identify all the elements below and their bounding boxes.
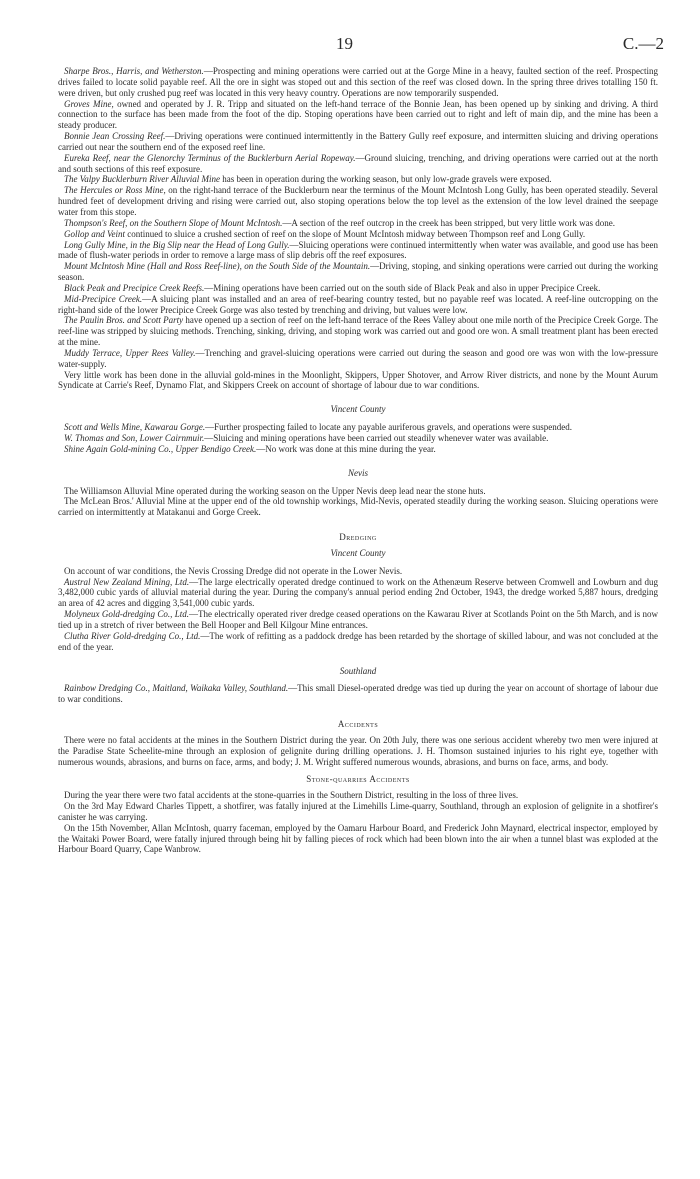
paragraph-text: —The large electrically operated dredge continued to work on the Athenæum Reserve between Cromwell and Lowburn and dug 3,482,000 cubic yards of alluvial material during the year. During the company's annual period ending 2nd October, 1943, the dredge worked 5,887 hours, dredging an area of 42 acres and digging 3,541,000 cubic yards. [58, 576, 658, 609]
page-code: C.—2 [622, 34, 664, 53]
paragraph-black-peak [58, 283, 658, 294]
paragraph-text: —The electrically operated river dredge ceased operations on the Kawarau River at Scotlands Point on the 5th March, and is now tied up in a stretch of river between the Bell Hooper and Bell Kilgour Mine entrances. [58, 609, 659, 630]
paragraph-bonnie-jean [58, 131, 658, 153]
paragraph-text: —Further prospecting failed to locate any payable auriferous gravels, and operations were suspended. [205, 422, 572, 433]
paragraph-nevis-crossing: On account of war conditions, the Nevis Crossing Dredge did not operate in the Lower Nevis. [64, 565, 403, 576]
document-body [58, 66, 658, 855]
paragraph-lead: Clutha River Gold-dredging Co., Ltd. [64, 630, 201, 641]
paragraph-text: —Driving operations were continued intermittently in the Battery Gully reef exposure, and intermitten sluicing and driving operations carried out near the southern end of the exposed reef line. [58, 131, 658, 152]
paragraph-text: —Sluicing operations were continued intermittently when water was available, and good use has been made of flush-water periods in order to remove a large mass of slip debris off the reef exposures. [58, 239, 658, 261]
paragraph-sharpe-bros [58, 66, 658, 99]
paragraph-eureka-reef [58, 153, 658, 175]
paragraph-text: —Trenching and gravel-sluicing operations were carried out during the season and good ore was won with the low-pressure water-supply. [58, 347, 658, 369]
paragraph-lead: Sharpe Bros., Harris, and Wetherston. [64, 66, 204, 76]
paragraph-lead: Long Gully Mine, in the Big Slip near the Head of Long Gully. [64, 239, 290, 250]
paragraph-lead: The Hercules or Ross Mine, [64, 185, 166, 196]
paragraph-text: have opened up a section of reef on the left-hand terrace of the Rees Valley about one mile north of the Precipice Creek Gorge. The reef-line was stripped by sluicing methods. Trenching, sinking, driving, and stoping work was carried out and good ore won. A small treatment plant has been erected at the mine. [58, 315, 658, 348]
paragraph-lead: Shine Again Gold-mining Co., Upper Bendigo Creek. [64, 443, 257, 454]
paragraph-muddy-terrace [58, 348, 658, 370]
paragraph-text: continued to sluice a crushed section of reef on the slope of Mount McIntosh midway between Thompson reef and Long Gully. [125, 228, 586, 239]
paragraph-text: —Ground sluicing, trenching, and driving operations were carried out at the north and south sections of this reef exposure. [58, 152, 658, 174]
paragraph-tippett: On the 3rd May Edward Charles Tippett, a shotfirer, was fatally injured at the Limehills Lime-quarry, Southland, through an explosion of gelignite in a shotfirer's canister he was carrying. [58, 801, 658, 822]
heading-vincent-county-dredging: Vincent County [330, 547, 386, 558]
paragraph-text: owned and operated by J. R. Tripp and situated on the left-hand terrace of the Bonnie Jean, has been opened up by sinking and driving. A third connection to the surface has been made from the foot of the dip. Stoping operations have been carried out to right and left of main dip, and the mine has been a steady producer. [58, 98, 658, 131]
paragraph-lead: Groves Mine, [64, 98, 114, 109]
paragraph-scott-wells [58, 422, 658, 433]
paragraph-lead: Rainbow Dredging Co., Maitland, Waikaka Valley, Southland. [64, 683, 289, 694]
paragraph-text: —A sluicing plant was installed and an area of reef-bearing country tested, but no payable reef was located. A reef-line outcropping on the right-hand side of the lower Precipice Creek Gorge was also tested by trenching and driving, but values were low. [58, 293, 659, 315]
paragraph-alluvial-summary: Very little work has been done in the alluvial gold-mines in the Moonlight, Skippers, Upper Shotover, and Arrow River districts, and none by the Mount Aurum Syndicate at Carrie's Reef, Dynamo Flat, and Skippers Creek on account of shortage of labour due to war conditions. [58, 369, 658, 391]
page-header [58, 34, 664, 60]
page-number: 19 [336, 34, 353, 53]
paragraph-text: —No work was done at this mine during the year. [256, 443, 436, 454]
heading-stone-quarries-accidents: Stone-quarries Accidents [306, 774, 410, 785]
paragraph-groves-mine [58, 99, 658, 132]
document-page [58, 34, 664, 855]
paragraph-lead: Austral New Zealand Mining, Ltd. [64, 576, 190, 587]
paragraph-text: —Mining operations have been carried out on the south side of Black Peak and also in upper Precipice Creek. [204, 282, 601, 293]
paragraph-text: —Driving, stoping, and sinking operations were carried out during the working season. [58, 261, 658, 283]
paragraph-valpy-mine [58, 174, 658, 185]
paragraph-lead: Mid-Precipice Creek. [64, 293, 143, 304]
paragraph-mid-precipice [58, 294, 658, 316]
paragraph-thomas-son [58, 433, 658, 444]
paragraph-lead: Black Peak and Precipice Creek Reefs. [64, 282, 205, 293]
heading-vincent-county: Vincent County [330, 404, 386, 415]
heading-accidents: Accidents [337, 719, 379, 730]
paragraph-lead: Gollop and Veint [64, 228, 125, 239]
paragraph-williamson: The Williamson Alluvial Mine operated during the working season on the Upper Nevis deep lead near the stone huts. [64, 485, 486, 496]
heading-nevis: Nevis [348, 467, 368, 478]
paragraph-long-gully [58, 240, 658, 262]
paragraph-shine-again [58, 444, 658, 455]
paragraph-hercules-mine [58, 185, 658, 218]
paragraph-austral-nz [58, 577, 658, 610]
heading-dredging: Dredging [339, 532, 377, 543]
paragraph-text: has been in operation during the working season, but only low-grade gravels were exposed. [220, 174, 552, 185]
paragraph-lead: The Valpy Bucklerburn River Alluvial Mine [64, 174, 221, 185]
paragraph-lead: The Paulin Bros. and Scott Party [64, 315, 184, 326]
paragraph-quarry-summary: During the year there were two fatal accidents at the stone-quarries in the Southern District, resulting in the loss of three lives. [64, 790, 519, 801]
paragraph-mine-accidents: There were no fatal accidents at the mines in the Southern District during the year. On 20th July, there was one serious accident whereby two men were injured at the Paradise State Scheelite-mine through an explosion of gelignite during drilling operations. J. H. Thomson sustained injuries to his right eye, together with numerous wounds, abrasions, and burns on face, arms, and body; J. M. Wright suffered numerous wounds, abrasions, and burns on face, arms, and body. [58, 734, 658, 767]
paragraph-lead: Bonnie Jean Crossing Reef. [64, 131, 166, 142]
paragraph-paulin-bros [58, 315, 658, 348]
paragraph-lead: Muddy Terrace, Upper Rees Valley. [64, 347, 196, 358]
paragraph-text: —Prospecting and mining operations were carried out at the Gorge Mine in a heavy, faulted section of the reef. Prospecting drives failed to locate solid payable reef. All the ore in sight was stoped out and this section of the reef was closed down. In the spring three drives totalling 150 ft. were driven, but only crushed pug reef was located in this very heavy country. Operations are now temporarily suspended. [58, 66, 658, 98]
paragraph-text: —This small Diesel-operated dredge was tied up during the year on account of shortage of labour due to war conditions. [58, 683, 658, 705]
paragraph-mclean-bros: The McLean Bros.' Alluvial Mine at the upper end of the old township workings, Mid-Nevis, operated steadily during the working season. Sluicing operations were carried on intermittently at Matakanui and Gorge Creek. [58, 496, 658, 518]
paragraph-thompsons-reef [58, 218, 658, 229]
paragraph-lead: Mount McIntosh Mine (Hall and Ross Reef-line), on the South Side of the Mountain. [64, 261, 371, 272]
paragraph-text: —The work of refitting as a paddock dredge has been retarded by the shortage of skilled labour, and was not concluded at the end of the year. [58, 630, 658, 652]
paragraph-gollop-veint [58, 229, 658, 240]
paragraph-lead: W. Thomas and Son, Lower Cairnmuir. [64, 433, 205, 443]
paragraph-lead: Molyneux Gold-dredging Co., Ltd. [64, 609, 190, 620]
paragraph-lead: Scott and Wells Mine, Kawarau Gorge. [64, 422, 206, 433]
paragraph-mcintosh-maynard: On the 15th November, Allan McIntosh, quarry faceman, employed by the Oamaru Harbour Board, and Frederick John Maynard, electrical inspector, employed by the Waitaki Power Board, were fatally injured through being hit by falling pieces of rock which had been blown into the air when a tunnel blast was exploded at the Harbour Board Quarry, Cape Wanbrow. [58, 822, 658, 855]
paragraph-clutha-river [58, 631, 658, 653]
paragraph-lead: Thompson's Reef, on the Southern Slope of Mount McIntosh. [64, 217, 283, 228]
paragraph-molyneux [58, 609, 658, 631]
paragraph-mount-mcintosh [58, 261, 658, 283]
paragraph-lead: Eureka Reef, near the Glenorchy Terminus of the Bucklerburn Aerial Ropeway. [64, 152, 356, 163]
paragraph-text: on the right-hand terrace of the Bucklerburn near the terminus of the Mount McIntosh Long Gully, has been operated steadily. Several hundred feet of development driving and rising were carried out, also stoping operations below the top level as the extension of the low level drained the seepage water from this stope. [58, 185, 659, 217]
paragraph-text: —Sluicing and mining operations have been carried out steadily whenever water was available. [204, 433, 549, 443]
paragraph-text: —A section of the reef outcrop in the creek has been stripped, but very little work was done. [282, 217, 616, 228]
paragraph-rainbow-dredging [58, 683, 658, 705]
heading-southland: Southland [339, 665, 377, 676]
